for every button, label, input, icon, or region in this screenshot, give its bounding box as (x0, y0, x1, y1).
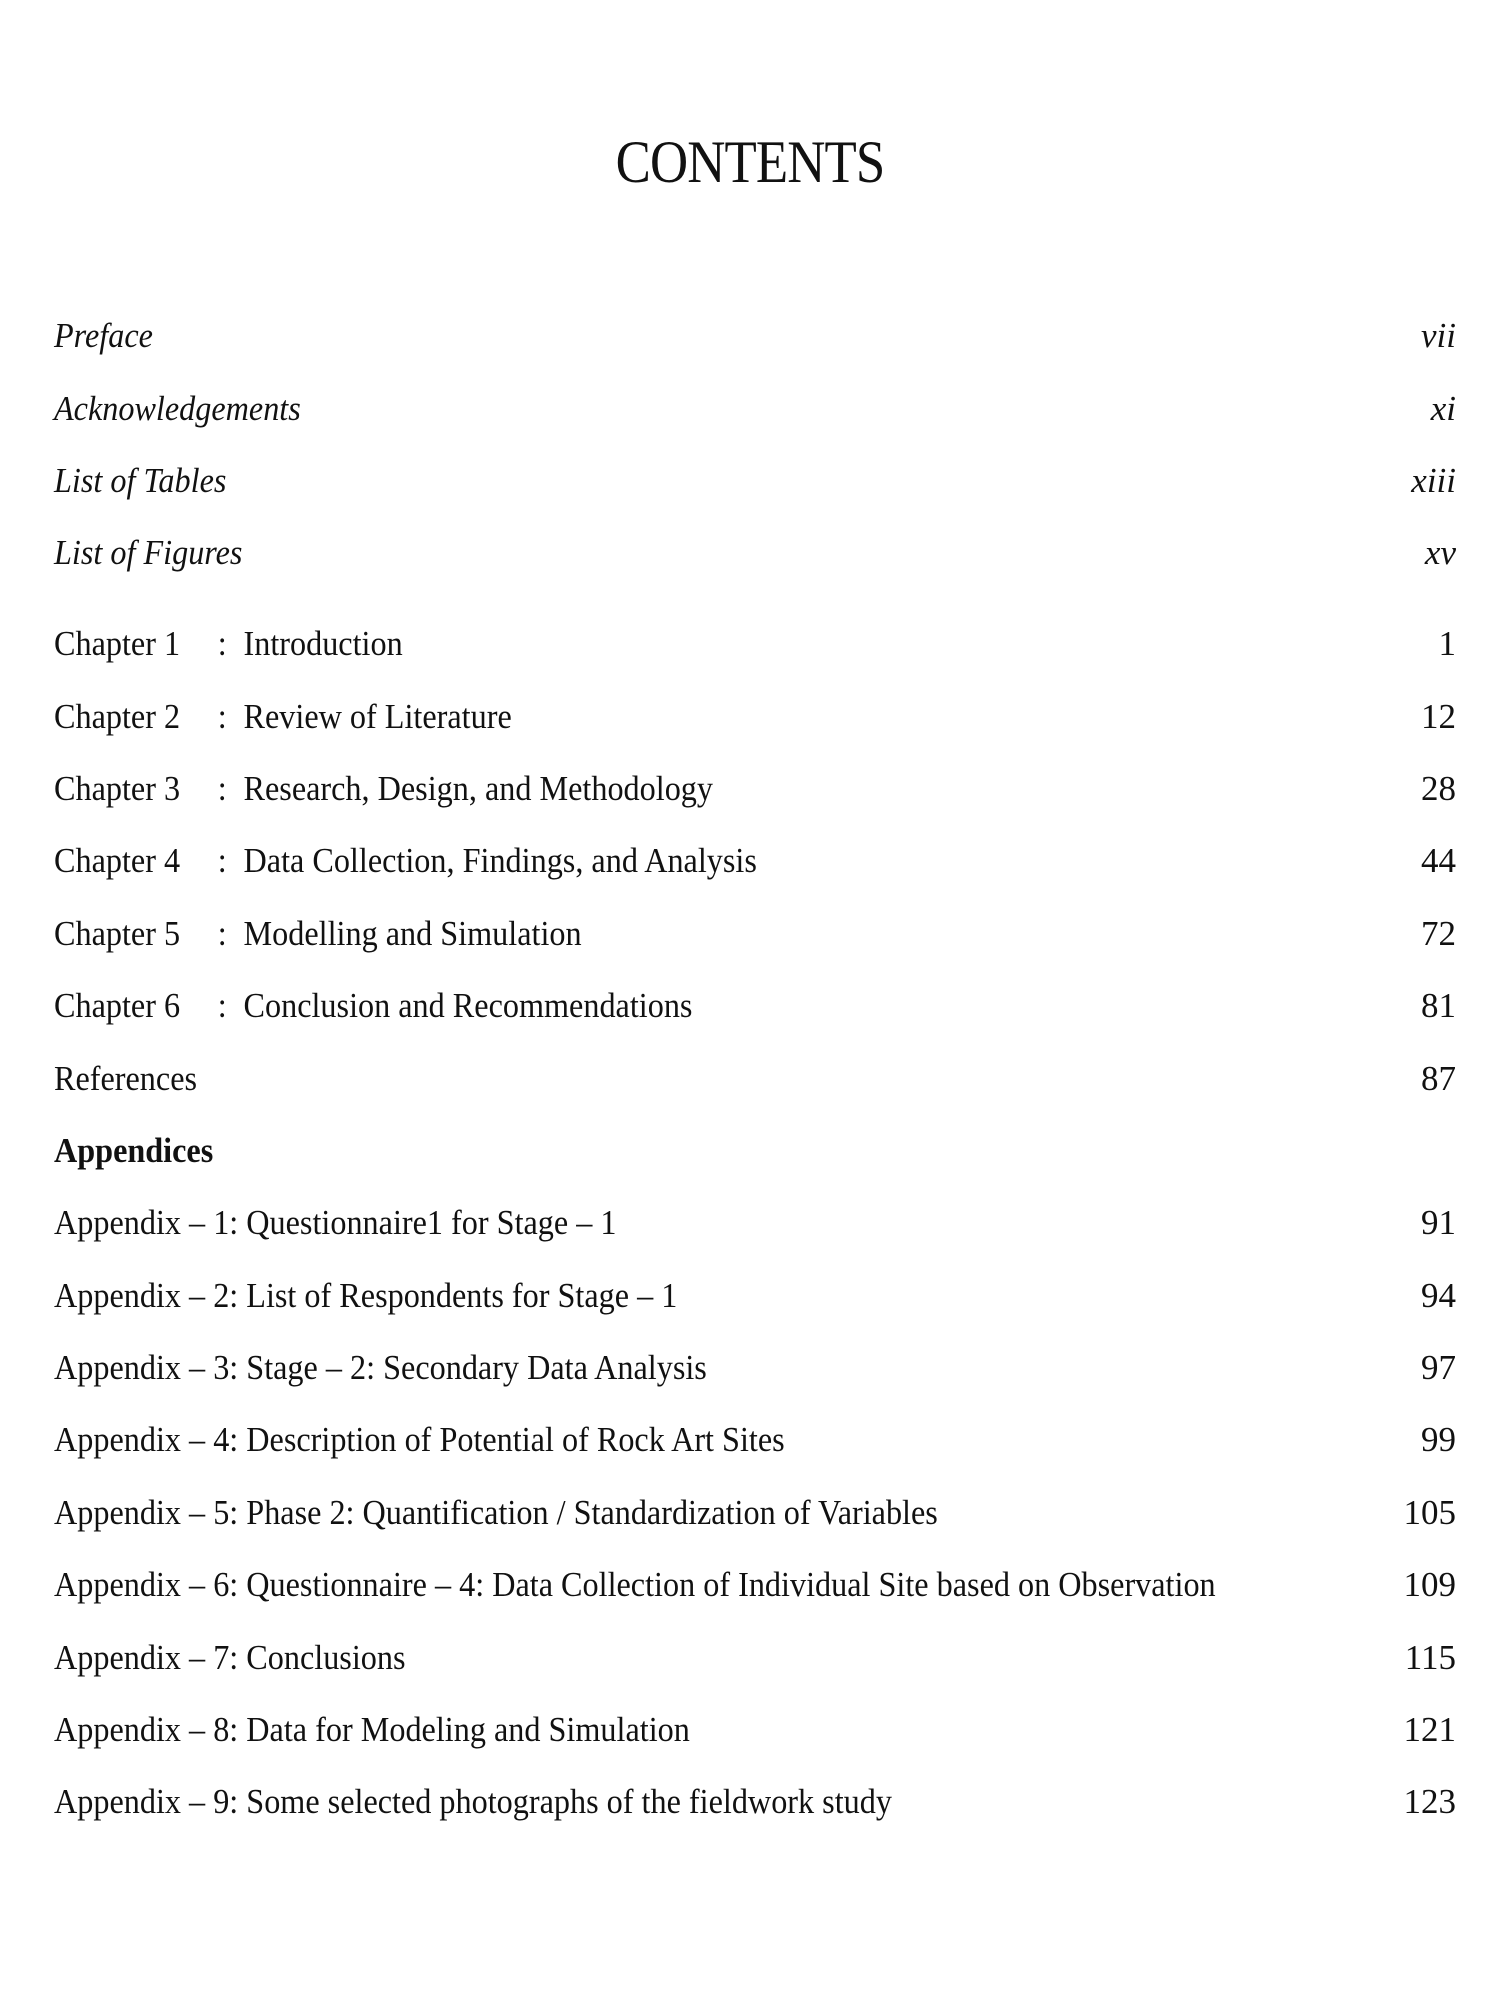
toc-entry-preface[interactable] (54, 300, 1456, 372)
entry-label: Appendix – 1: Questionnaire1 for Stage – 1 (54, 1203, 617, 1243)
chapter-number: Chapter 2 (54, 696, 181, 736)
entry-page: xi (1430, 388, 1456, 428)
entry-page: 91 (1421, 1203, 1456, 1243)
entry-label (54, 841, 1270, 881)
toc-entry-chapter[interactable] (54, 680, 1456, 752)
toc-entry-appendix[interactable] (54, 1766, 1456, 1838)
toc-entry-appendix[interactable] (54, 1404, 1456, 1476)
toc-entry-list-of-figures[interactable] (54, 517, 1456, 589)
section-heading: Appendices (54, 1130, 214, 1170)
toc-entry-appendix[interactable] (54, 1477, 1456, 1549)
chapter-number: Chapter 6 (54, 986, 181, 1026)
toc-entry-acknowledgements[interactable] (54, 372, 1456, 444)
chapter-title: Conclusion and Recommendations (243, 986, 693, 1026)
chapter-number: Chapter 5 (54, 913, 181, 953)
toc-entry-list-of-tables[interactable] (54, 445, 1456, 517)
entry-label: Appendix – 4: Description of Potential of Rock Art Sites (54, 1420, 785, 1460)
toc-entry-appendix[interactable] (54, 1621, 1456, 1693)
entry-page: 87 (1421, 1058, 1456, 1098)
entry-page: 121 (1403, 1710, 1456, 1750)
toc-entry-references[interactable] (54, 1042, 1456, 1114)
entry-label: Acknowledgements (54, 388, 301, 428)
chapter-title: Review of Literature (243, 696, 512, 736)
toc-entry-chapter[interactable] (54, 753, 1456, 825)
chapter-separator: : (217, 696, 227, 736)
entry-page: 28 (1421, 768, 1456, 808)
page-title: CONTENTS (615, 129, 885, 195)
toc-entry-chapter[interactable] (54, 608, 1456, 680)
entry-label: Preface (54, 316, 153, 356)
chapter-separator: : (217, 841, 227, 881)
entry-label (54, 914, 1270, 954)
toc-entry-chapter[interactable] (54, 970, 1456, 1042)
toc-entry-appendix[interactable] (54, 1549, 1456, 1621)
entry-page: xv (1424, 533, 1456, 573)
entry-label (54, 697, 1270, 737)
chapter-title: Introduction (243, 624, 403, 664)
entry-label: Appendix – 2: List of Respondents for Stage – 1 (54, 1275, 678, 1315)
entry-page: 94 (1421, 1275, 1456, 1315)
chapter-separator: : (217, 624, 227, 664)
toc-entry-appendix[interactable] (54, 1332, 1456, 1404)
entry-label (54, 986, 1270, 1026)
chapter-separator: : (217, 986, 227, 1026)
entry-page: 99 (1421, 1420, 1456, 1460)
entry-label: Appendix – 7: Conclusions (54, 1637, 406, 1677)
entry-label: Appendix – 9: Some selected photographs of the fieldwork study (54, 1782, 892, 1822)
appendices-heading (54, 1115, 1456, 1187)
entry-page: 97 (1421, 1348, 1456, 1388)
entry-page: 72 (1421, 913, 1456, 953)
chapter-separator: : (217, 913, 227, 953)
entry-page: 81 (1421, 986, 1456, 1026)
chapters-list (54, 608, 1456, 1839)
entry-page: 109 (1403, 1565, 1456, 1605)
front-matter-list (54, 300, 1456, 590)
entry-page: 44 (1421, 841, 1456, 881)
entry-page: 12 (1421, 696, 1456, 736)
chapter-separator: : (217, 768, 227, 808)
toc-entry-chapter[interactable] (54, 898, 1456, 970)
entry-page: 105 (1403, 1492, 1456, 1532)
toc-entry-appendix[interactable] (54, 1260, 1456, 1332)
entry-label: References (54, 1058, 198, 1098)
entry-label (54, 624, 1270, 664)
toc-entry-appendix[interactable] (54, 1187, 1456, 1259)
entry-label: List of Figures (54, 533, 243, 573)
entry-page: 1 (1438, 624, 1456, 664)
chapter-number: Chapter 1 (54, 624, 181, 664)
entry-label: Appendix – 5: Phase 2: Quantification / Standardization of Variables (54, 1492, 938, 1532)
entry-label: Appendix – 3: Stage – 2: Secondary Data Analysis (54, 1348, 707, 1388)
entry-label: Appendix – 8: Data for Modeling and Simulation (54, 1710, 690, 1750)
toc-entry-chapter[interactable] (54, 825, 1456, 897)
entry-label: List of Tables (54, 460, 227, 500)
chapter-title: Research, Design, and Methodology (243, 768, 714, 808)
chapter-title: Modelling and Simulation (243, 913, 582, 953)
entry-label: Appendix – 6: Questionnaire – 4: Data Collection of Individual Site based on Observation (54, 1565, 1216, 1605)
entry-page: vii (1421, 316, 1456, 356)
entry-page: xiii (1411, 460, 1456, 500)
chapter-number: Chapter 4 (54, 841, 181, 881)
chapter-number: Chapter 3 (54, 768, 181, 808)
entry-label (54, 769, 1270, 809)
entry-page: 115 (1404, 1637, 1456, 1677)
chapter-title: Data Collection, Findings, and Analysis (243, 841, 757, 881)
entry-page: 123 (1403, 1782, 1456, 1822)
toc-entry-appendix[interactable] (54, 1694, 1456, 1766)
